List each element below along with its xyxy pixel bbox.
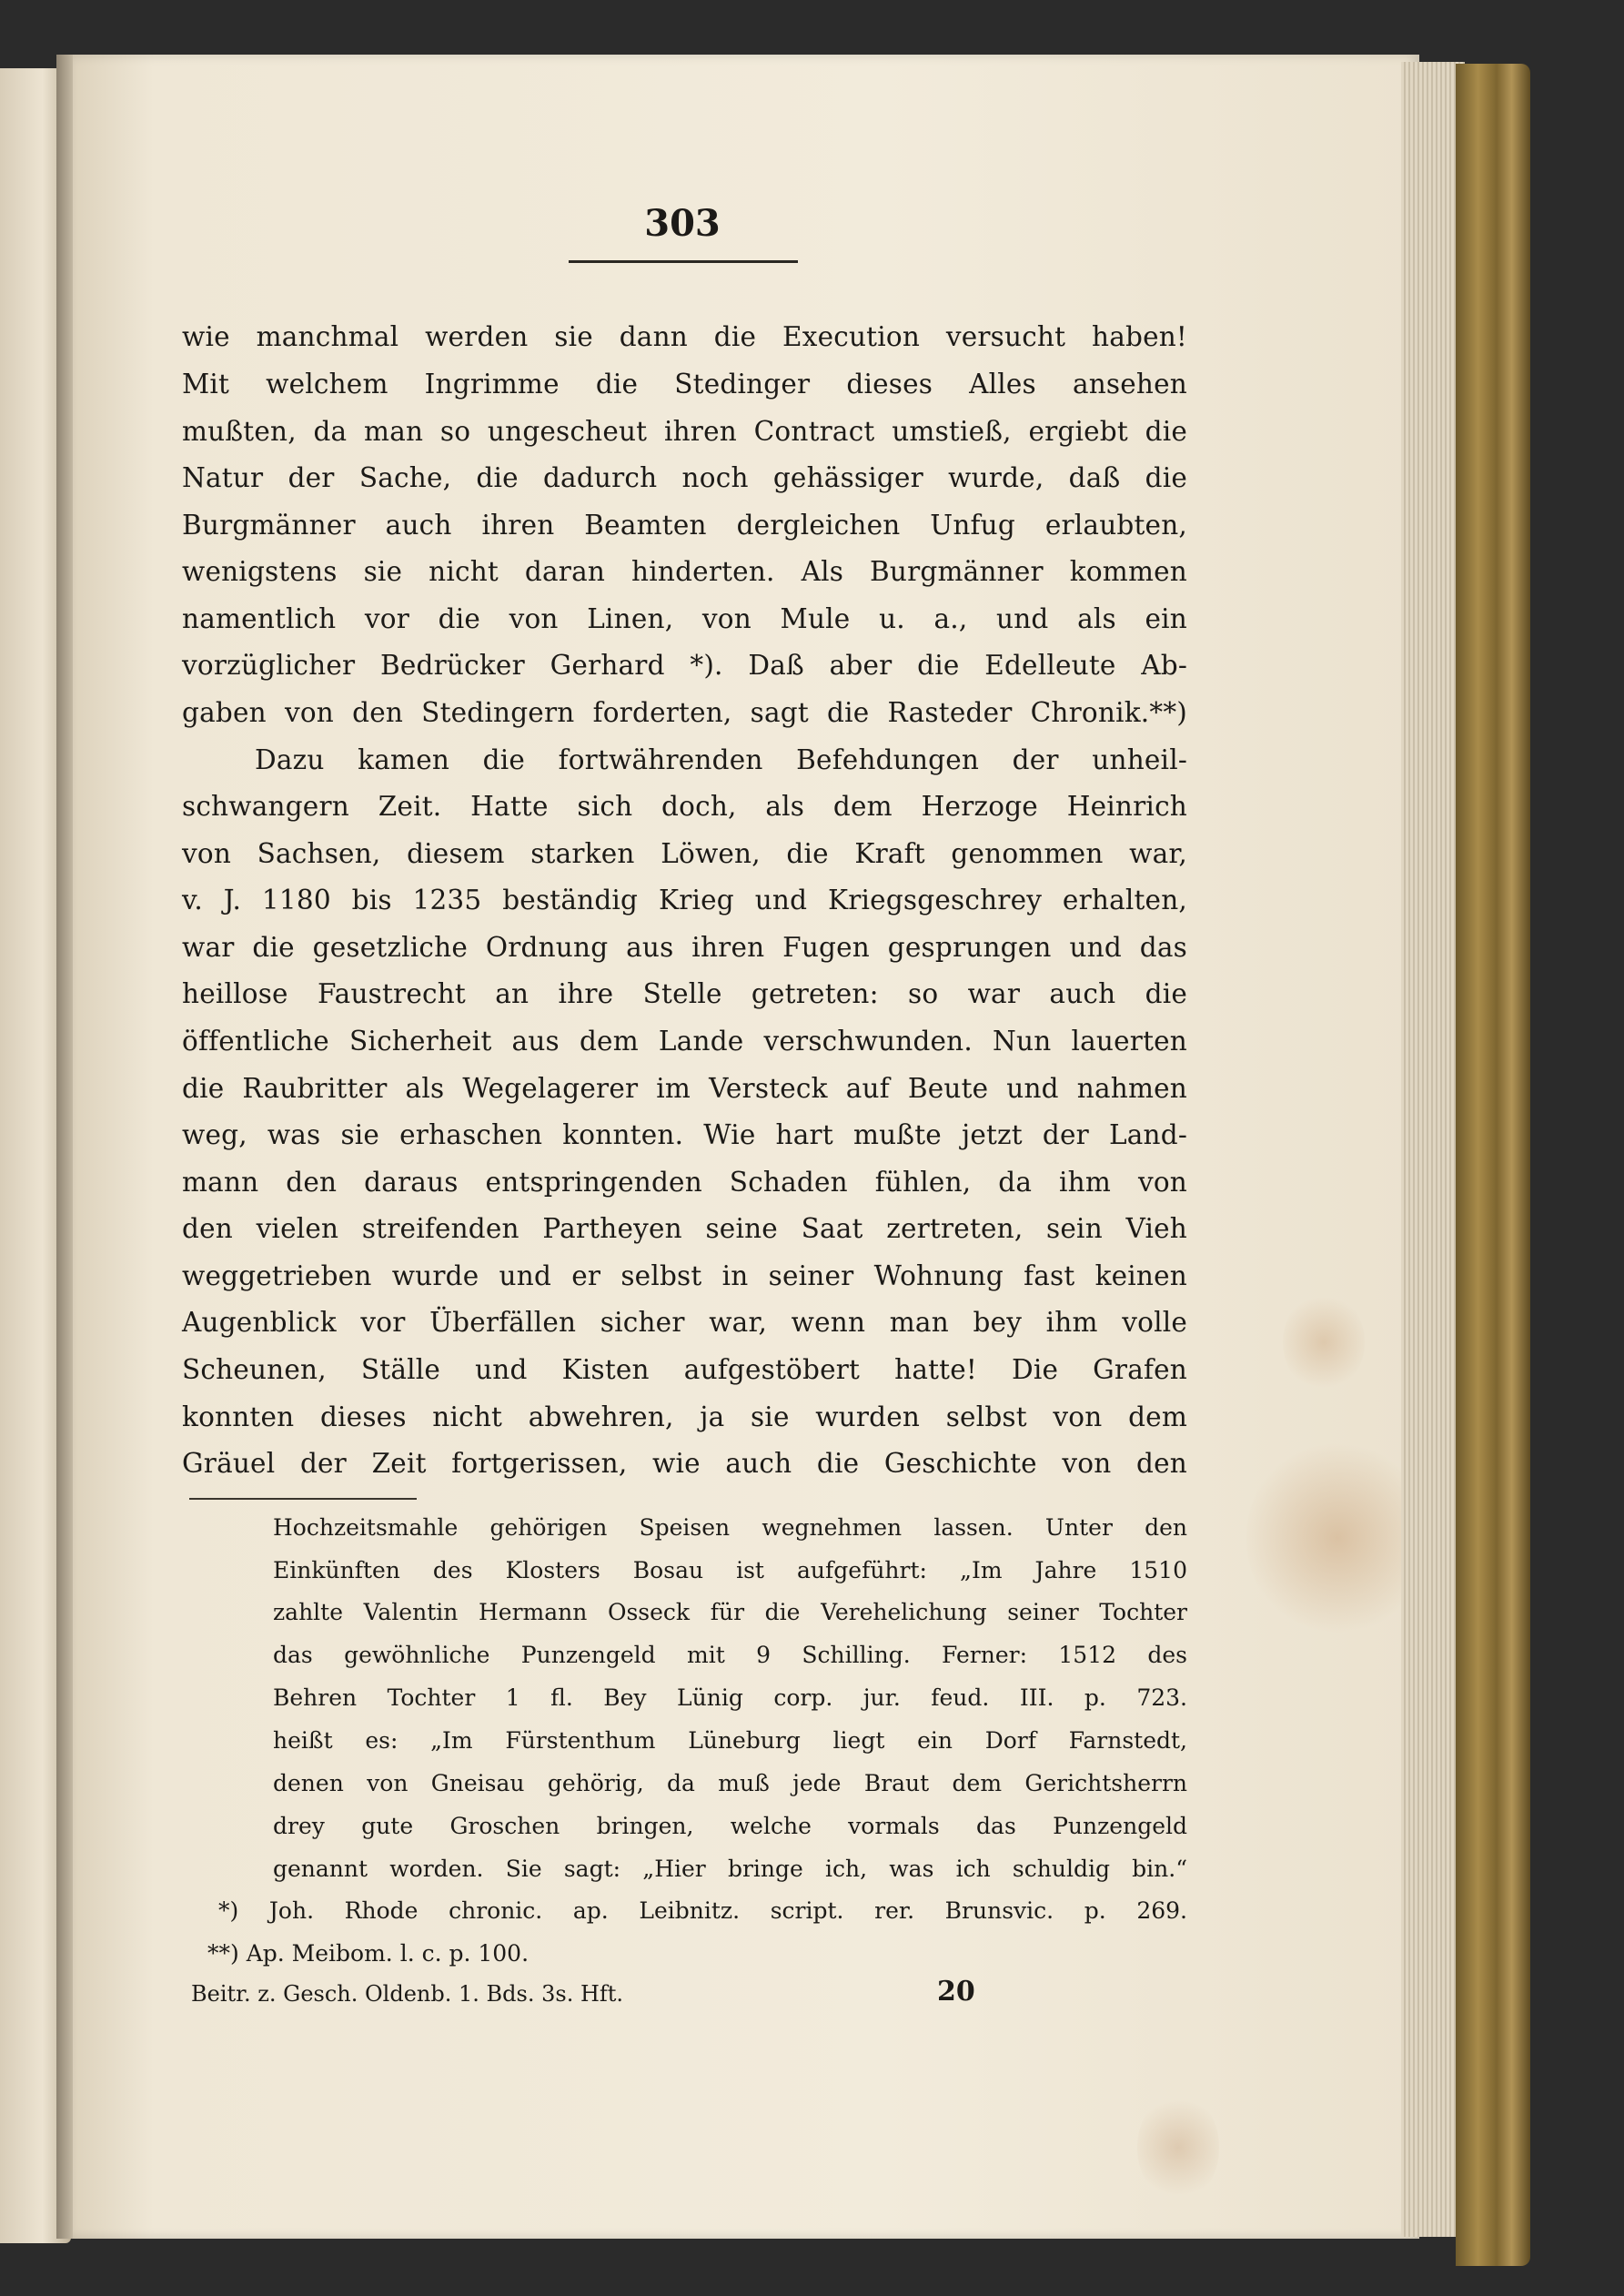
- footnote-line: Behren Tochter 1 fl. Bey Lünig corp. jur. feud. III. p. 723.: [273, 1684, 1187, 1711]
- sheet-number: 20: [937, 1976, 975, 2008]
- body-line: Gräuel der Zeit fortgerissen, wie auch die Geschichte von den: [182, 1448, 1187, 1479]
- body-line: schwangern Zeit. Hatte sich doch, als dem Herzoge Heinrich: [182, 791, 1187, 822]
- page-number: 303: [644, 202, 721, 245]
- foxing-stain: [1283, 1292, 1365, 1392]
- footnote-line: zahlte Valentin Hermann Osseck für die Verehelichung seiner Tochter: [273, 1599, 1187, 1625]
- footnote-line: Hochzeitsmahle gehörigen Speisen wegnehmen lassen. Unter den: [273, 1514, 1187, 1541]
- signature-line: Beitr. z. Gesch. Oldenb. 1. Bds. 3s. Hft.: [191, 1981, 624, 2007]
- body-line: die Raubritter als Wegelagerer im Versteck auf Beute und nahmen: [182, 1073, 1187, 1104]
- footnote-line: Einkünften des Klosters Bosau ist aufgeführt: „Im Jahre 1510: [273, 1557, 1187, 1583]
- body-line: von Sachsen, diesem starken Löwen, die Kraft genommen war,: [182, 838, 1187, 869]
- footnote-line: das gewöhnliche Punzengeld mit 9 Schilling. Ferner: 1512 des: [273, 1642, 1187, 1668]
- body-line: war die gesetzliche Ordnung aus ihren Fugen gesprungen und das: [182, 932, 1187, 963]
- body-line: gaben von den Stedingern forderten, sagt die Rasteder Chronik.**): [182, 697, 1187, 728]
- body-line: mann den daraus entspringenden Schaden fühlen, da ihm von: [182, 1167, 1187, 1198]
- body-line: den vielen streifenden Partheyen seine Saat zertreten, sein Vieh: [182, 1213, 1187, 1244]
- body-line: namentlich vor die von Linen, von Mule u. a., und als ein: [182, 603, 1187, 634]
- footnote-rule: [189, 1498, 417, 1500]
- footnote-line: denen von Gneisau gehörig, da muß jede Braut dem Gerichtsherrn: [273, 1770, 1187, 1796]
- body-line: weggetrieben wurde und er selbst in seiner Wohnung fast keinen: [182, 1260, 1187, 1291]
- body-line: Scheunen, Ställe und Kisten aufgestöbert hatte! Die Grafen: [182, 1354, 1187, 1385]
- body-line: wie manchmal werden sie dann die Execution versucht haben!: [182, 321, 1187, 352]
- header-rule: [569, 260, 798, 263]
- footnote-rhode: *) Joh. Rhode chronic. ap. Leibnitz. script. rer. Brunsvic. p. 269.: [218, 1897, 1187, 1924]
- body-line: Mit welchem Ingrimme die Stedinger dieses Alles ansehen: [182, 369, 1187, 400]
- body-line: Augenblick vor Überfällen sicher war, wenn man bey ihm volle: [182, 1307, 1187, 1338]
- footnote-line: heißt es: „Im Fürstenthum Lüneburg liegt ein Dorf Farnstedt,: [273, 1727, 1187, 1754]
- body-line: heillose Faustrecht an ihre Stelle getreten: so war auch die: [182, 978, 1187, 1009]
- body-line: weg, was sie erhaschen konnten. Wie hart mußte jetzt der Land-: [182, 1119, 1187, 1150]
- foxing-stain: [1137, 2093, 1219, 2202]
- body-line: Dazu kamen die fortwährenden Befehdungen der unheil-: [255, 744, 1187, 775]
- book-cover-edge: [1456, 64, 1530, 2266]
- body-line: Natur der Sache, die dadurch noch gehässiger wurde, daß die: [182, 462, 1187, 493]
- body-line: vorzüglicher Bedrücker Gerhard *). Daß aber die Edelleute Ab-: [182, 650, 1187, 681]
- body-line: Burgmänner auch ihren Beamten dergleichen Unfug erlaubten,: [182, 510, 1187, 541]
- body-line: wenigstens sie nicht daran hinderten. Als Burgmänner kommen: [182, 556, 1187, 587]
- body-line: mußten, da man so ungescheut ihren Contract umstieß, ergiebt die: [182, 416, 1187, 447]
- body-line: v. J. 1180 bis 1235 beständig Krieg und Kriegsgeschrey erhalten,: [182, 885, 1187, 915]
- footnote-line: drey gute Groschen bringen, welche vormals das Punzengeld: [273, 1813, 1187, 1839]
- footnote-meibom: **) Ap. Meibom. l. c. p. 100.: [207, 1940, 530, 1967]
- body-line: konnten dieses nicht abwehren, ja sie wurden selbst von dem: [182, 1401, 1187, 1432]
- body-line: öffentliche Sicherheit aus dem Lande verschwunden. Nun lauerten: [182, 1026, 1187, 1057]
- footnote-line: genannt worden. Sie sagt: „Hier bringe ich, was ich schuldig bin.“: [273, 1856, 1187, 1882]
